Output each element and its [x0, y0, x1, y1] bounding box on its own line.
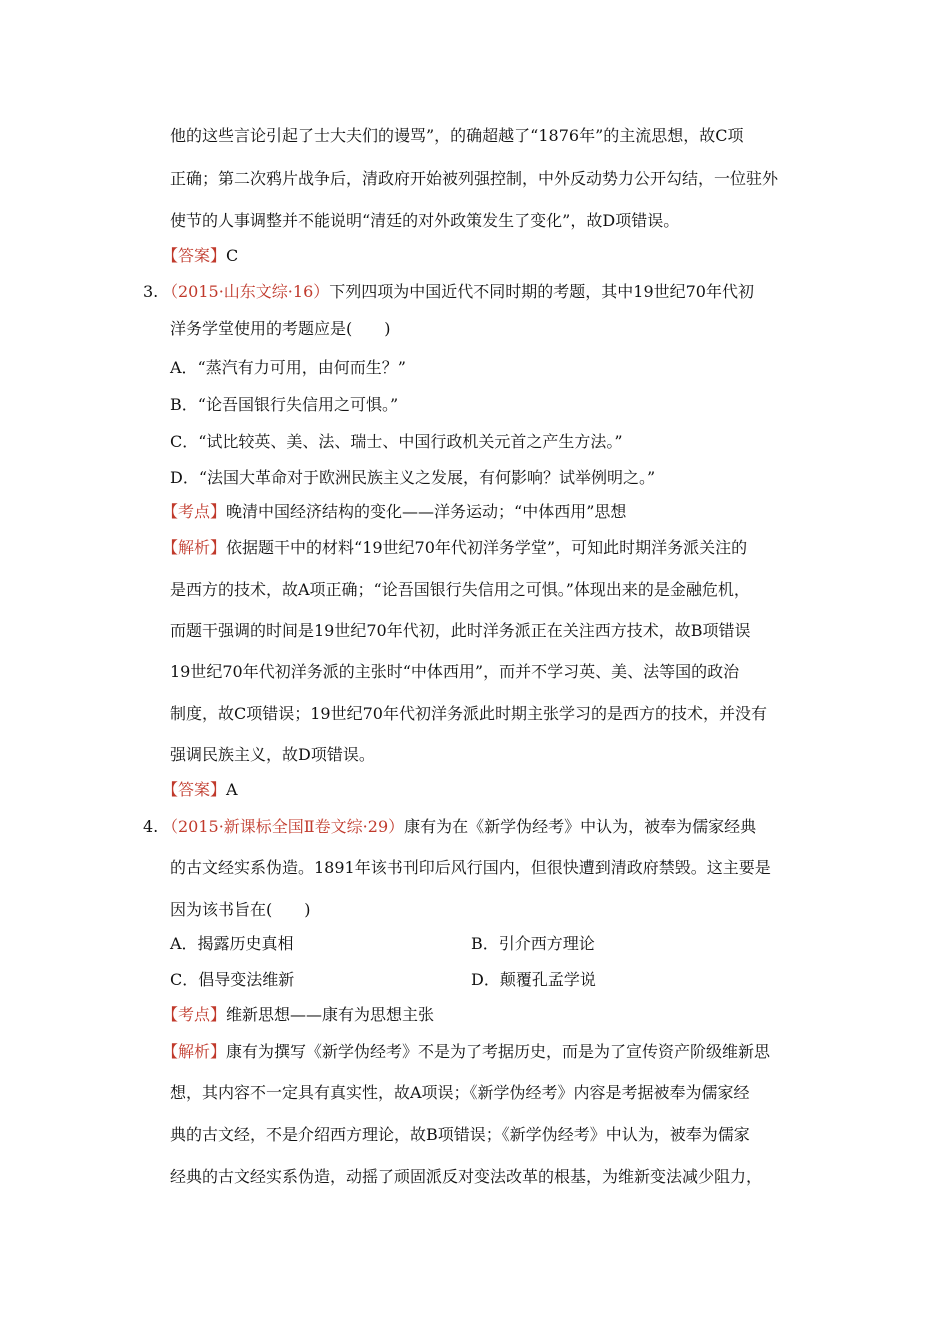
- analysis-line: 典的古文经，不是介绍西方理论，故B项错误；《新学伪经考》中认为，被奉为儒家: [170, 1125, 750, 1144]
- question-source: （2015·新课标全国Ⅱ卷文综·29）: [162, 817, 405, 836]
- analysis-tag: 【解析】: [162, 1042, 227, 1061]
- analysis-text: 康有为撰写《新学伪经考》不是为了考据历史，而是为了宣传资产阶级维新思: [226, 1042, 771, 1061]
- question-stem-line: 洋务学堂使用的考题应是( ): [170, 319, 391, 338]
- answer: [162, 779, 238, 801]
- question-number: 3.: [143, 282, 159, 301]
- analysis: [162, 1041, 770, 1063]
- analysis-line: 强调民族主义，故D项错误。: [170, 745, 375, 764]
- analysis-line: 而题干强调的时间是19世纪70年代初，此时洋务派正在关注西方技术，故B项错误: [170, 621, 751, 640]
- analysis-line: 制度，故C项错误；19世纪70年代初洋务派此时期主张学习的是西方的技术，并没有: [170, 704, 767, 723]
- option-b: B．“论吾国银行失信用之可惧。”: [170, 395, 399, 414]
- analysis-line: 想，其内容不一定具有真实性，故A项误；《新学伪经考》内容是考据被奉为儒家经: [170, 1083, 750, 1102]
- analysis-line: 19世纪70年代初洋务派的主张时“中体西用”，而并不学习英、美、法等国的政治: [170, 662, 740, 681]
- stem-text: 康有为在《新学伪经考》中认为，被奉为儒家经典: [404, 817, 757, 836]
- prev-answer: [162, 245, 238, 267]
- option-b: B．引介西方理论: [471, 934, 595, 953]
- option-d: D．“法国大革命对于欧洲民族主义之发展，有何影响？试举例明之。”: [170, 468, 656, 487]
- question-stem-line: 的古文经实系伪造。1891年该书刊印后风行国内，但很快遭到清政府禁毁。这主要是: [170, 858, 771, 877]
- option-a: A．“蒸汽有力可用，由何而生？”: [170, 358, 406, 377]
- point-tag: 【考点】: [162, 1005, 227, 1024]
- prev-analysis-line: 使节的人事调整并不能说明“清廷的对外政策发生了变化”，故D项错误。: [170, 211, 680, 230]
- knowledge-point: [162, 1004, 434, 1026]
- knowledge-point: [162, 501, 626, 523]
- question-number: 4.: [143, 817, 159, 836]
- analysis-line: 是西方的技术，故A项正确；“论吾国银行失信用之可惧。”体现出来的是金融危机，: [170, 580, 750, 599]
- prev-analysis-line: 他的这些言论引起了士大夫们的谩骂”，的确超越了“1876年”的主流思想，故C项: [170, 126, 744, 145]
- analysis-text: 依据题干中的材料“19世纪70年代初洋务学堂”，可知此时期洋务派关注的: [226, 538, 748, 557]
- answer-tag: 【答案】: [162, 780, 227, 799]
- option-c: C．“试比较英、美、法、瑞士、中国行政机关元首之产生方法。”: [170, 432, 623, 451]
- answer-tag: 【答案】: [162, 246, 227, 265]
- question-source: （2015·山东文综·16）: [162, 282, 330, 301]
- option-a: A．揭露历史真相: [170, 934, 294, 953]
- question-stem-line: 因为该书旨在( ): [170, 900, 311, 919]
- analysis-line: 经典的古文经实系伪造，动摇了顽固派反对变法改革的根基，为维新变法减少阻力，: [170, 1167, 763, 1186]
- option-c: C．倡导变法维新: [170, 970, 295, 989]
- point-text: 维新思想——康有为思想主张: [226, 1005, 435, 1024]
- analysis: [162, 537, 747, 559]
- answer-value: A: [226, 780, 238, 799]
- stem-text: 下列四项为中国近代不同时期的考题，其中19世纪70年代初: [329, 282, 754, 301]
- point-text: 晚清中国经济结构的变化——洋务运动；“中体西用”思想: [226, 502, 627, 521]
- question-stem: [162, 816, 756, 838]
- option-d: D．颠覆孔孟学说: [471, 970, 596, 989]
- prev-analysis-line: 正确；第二次鸦片战争后，清政府开始被列强控制，中外反动势力公开勾结，一位驻外: [170, 169, 779, 188]
- analysis-tag: 【解析】: [162, 538, 227, 557]
- answer-value: C: [226, 246, 239, 265]
- question-stem: [162, 281, 754, 303]
- point-tag: 【考点】: [162, 502, 227, 521]
